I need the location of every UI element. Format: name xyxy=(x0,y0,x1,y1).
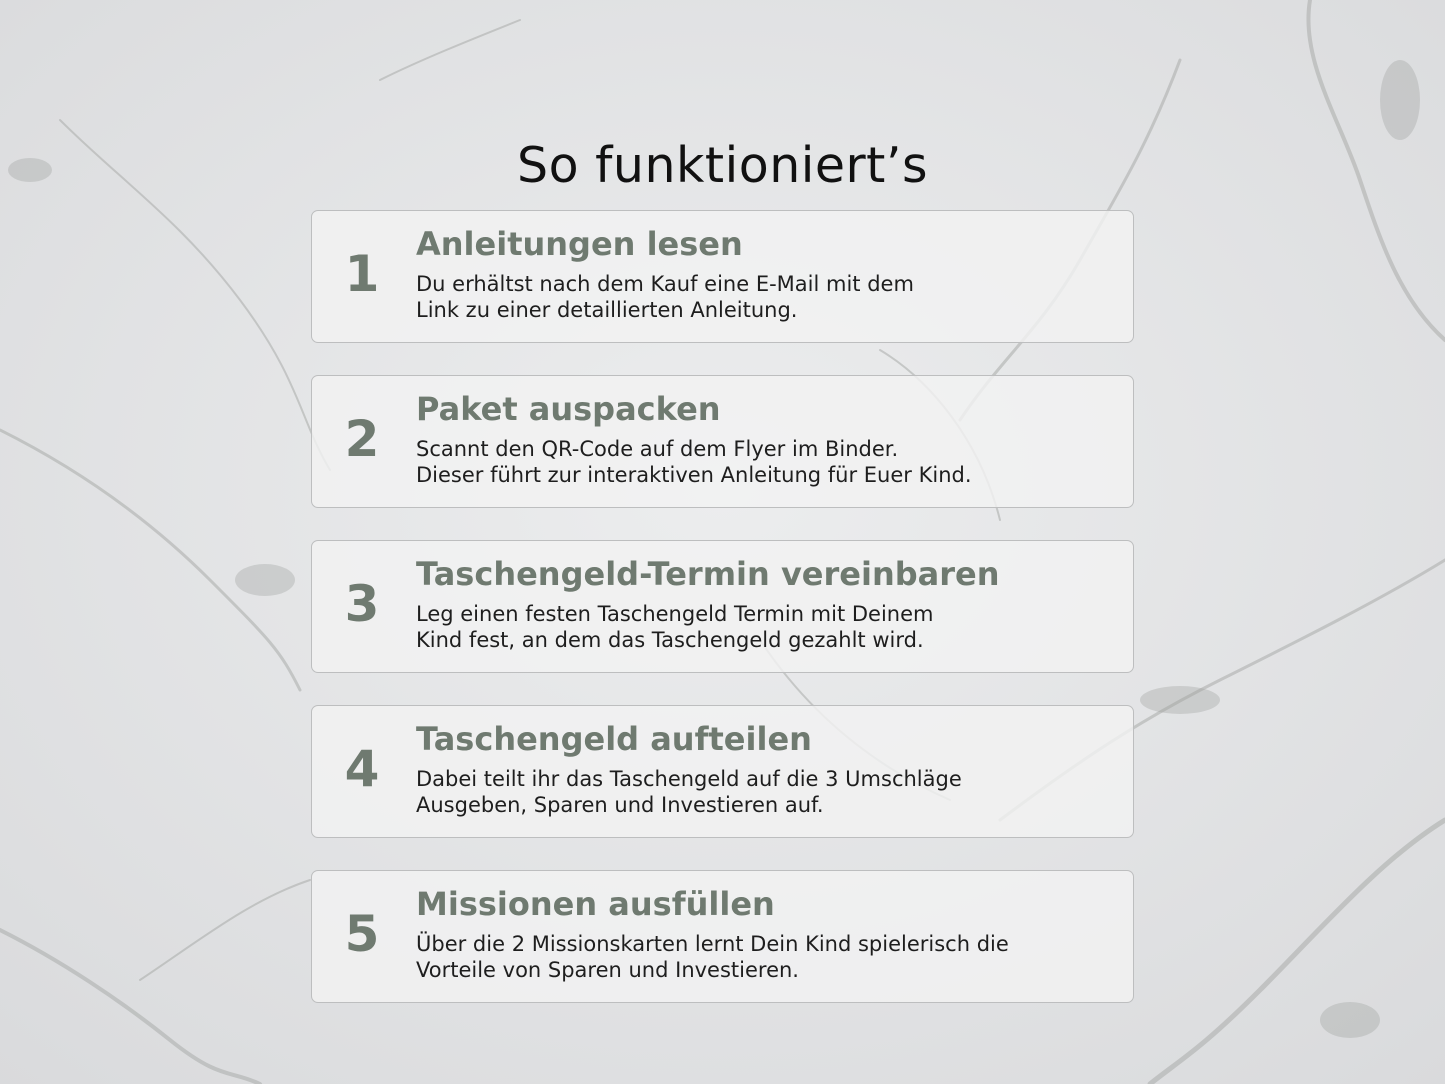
step-description-line: Link zu einer detaillierten Anleitung. xyxy=(416,298,798,322)
step-heading: Taschengeld-Termin vereinbaren xyxy=(416,555,1000,593)
step-number: 4 xyxy=(344,740,380,798)
step-description xyxy=(416,271,1116,323)
step-description-line: Kind fest, an dem das Taschengeld gezahlt wird. xyxy=(416,628,924,652)
step-description-line: Dabei teilt ihr das Taschengeld auf die 3 Umschläge xyxy=(416,767,962,791)
step-card-3 xyxy=(311,540,1134,673)
step-description-line: Du erhältst nach dem Kauf eine E-Mail mit dem xyxy=(416,272,914,296)
step-description xyxy=(416,931,1116,983)
step-description xyxy=(416,766,1116,818)
step-heading: Taschengeld aufteilen xyxy=(416,720,812,758)
step-description xyxy=(416,601,1116,653)
step-number: 3 xyxy=(344,575,380,633)
step-heading: Anleitungen lesen xyxy=(416,225,743,263)
step-description-line: Über die 2 Missionskarten lernt Dein Kind spielerisch die xyxy=(416,932,1009,956)
step-card-5 xyxy=(311,870,1134,1003)
step-description-line: Leg einen festen Taschengeld Termin mit Deinem xyxy=(416,602,934,626)
step-number: 1 xyxy=(344,245,380,303)
step-heading: Paket auspacken xyxy=(416,390,721,428)
step-description-line: Vorteile von Sparen und Investieren. xyxy=(416,958,799,982)
step-card-4 xyxy=(311,705,1134,838)
step-description-line: Dieser führt zur interaktiven Anleitung für Euer Kind. xyxy=(416,463,972,487)
step-card-2 xyxy=(311,375,1134,508)
step-description-line: Ausgeben, Sparen und Investieren auf. xyxy=(416,793,824,817)
step-number: 2 xyxy=(344,410,380,468)
step-description-line: Scannt den QR-Code auf dem Flyer im Binder. xyxy=(416,437,899,461)
step-card-1 xyxy=(311,210,1134,343)
step-number: 5 xyxy=(344,905,380,963)
steps-list xyxy=(311,210,1134,1035)
step-description xyxy=(416,436,1116,488)
page-title: So funktioniert’s xyxy=(517,136,928,194)
step-heading: Missionen ausfüllen xyxy=(416,885,775,923)
